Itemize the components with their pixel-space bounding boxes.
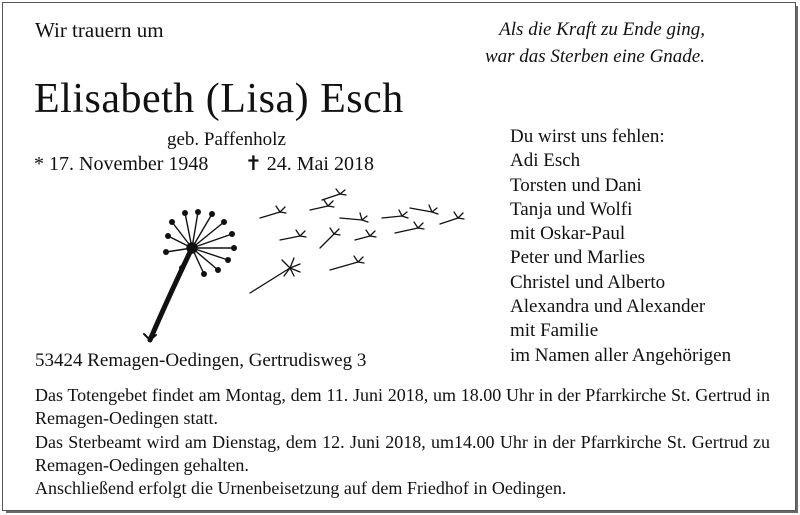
mourner-entry: Alexandra und Alexander	[510, 296, 706, 318]
maiden-name: geb. Paffenholz	[167, 129, 286, 150]
mourner-entry: Tanja und Wolfi	[510, 198, 633, 220]
prayer-service-text: Das Totengebet findet am Montag, dem 11. Juni 2018, um 18.00 Uhr in der Pfarrkirche St. Gertrud in Remagen-Oedingen statt.	[35, 385, 770, 429]
quote-line-2: war das Sterben eine Gnade.	[484, 46, 705, 67]
birth-date: * 17. November 1948	[34, 153, 209, 175]
burial-text: Anschließend erfolgt die Urnenbeisetzung auf dem Friedhof in Oedingen.	[35, 478, 567, 499]
mourners-heading: Du wirst uns fehlen:	[510, 126, 665, 147]
intro-text: Wir trauern um	[35, 18, 164, 42]
mourner-entry: Christel und Alberto	[510, 271, 666, 293]
family-address: 53424 Remagen-Oedingen, Gertrudisweg 3	[35, 350, 367, 371]
deceased-name: Elisabeth (Lisa) Esch	[34, 76, 404, 122]
mourner-entry: im Namen aller Angehörigen	[510, 344, 732, 366]
mourners-list	[510, 125, 731, 368]
service-details	[35, 384, 770, 500]
quote-line-1: Als die Kraft zu Ende ging,	[499, 19, 705, 40]
mourner-entry: Peter und Marlies	[510, 247, 646, 269]
mourner-entry: Torsten und Dani	[510, 174, 642, 196]
mourner-entry: Adi Esch	[510, 150, 581, 172]
dandelion-icon	[140, 188, 470, 348]
requiem-mass-text: Das Sterbeamt wird am Dienstag, dem 12. Juni 2018, um14.00 Uhr in der Pfarrkirche St. Gertrud zu Remagen-Oedingen gehalten.	[35, 431, 770, 475]
mourner-entry: mit Familie	[510, 320, 599, 342]
death-date: ✝ 24. Mai 2018	[245, 153, 374, 175]
mourner-entry: mit Oskar-Paul	[510, 223, 626, 245]
